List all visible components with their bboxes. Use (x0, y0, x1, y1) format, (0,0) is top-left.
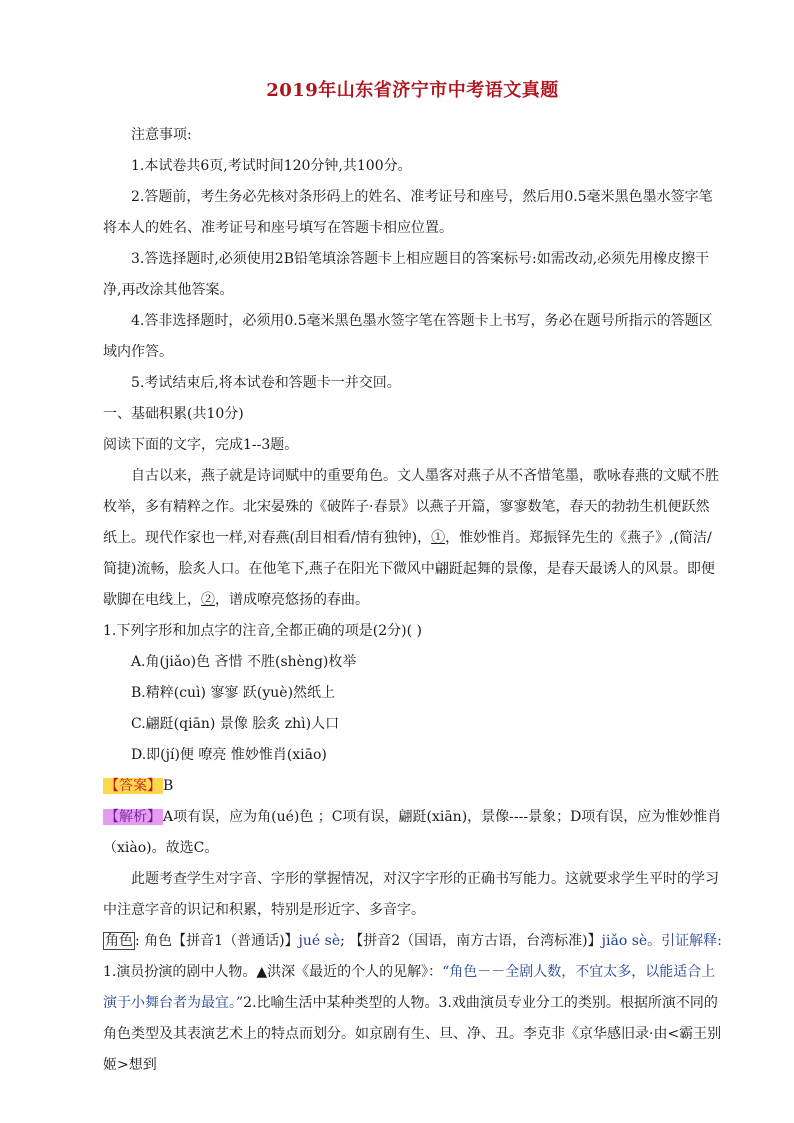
option-d: D.即(jí)便 嘹亮 惟妙惟肖(xiāo) (131, 747, 327, 763)
gloss-quote: “角色－－全剧人数，不宜太多，以能适合上演于小舞台者为最宜。” (103, 964, 716, 1011)
analysis-tag: 【解析】 (105, 809, 161, 825)
notice-item: 5.考试结束后,将本试卷和答题卡一并交回。 (131, 375, 401, 391)
blank-1: ① (431, 530, 446, 546)
gloss-definition (103, 957, 722, 1081)
gloss-entry (103, 926, 722, 957)
gloss-intro: : 角色【拼音1（普通话)】 (135, 933, 299, 949)
gloss-def-1: 1.演员扮演的剧中人物。▲洪深《最近的个人的见解》： (103, 964, 443, 980)
answer-tag: 【答案】 (105, 778, 161, 794)
gloss-term: 角色 (105, 933, 133, 949)
passage-text: ，谱成嘹亮悠扬的春曲。 (215, 592, 369, 608)
passage-text: 自古以来，燕子就是诗词赋中的重要角色。文人墨客对燕子从不吝惜笔墨，歌咏春燕的文赋不胜枚举，多有精粹之作。北宋晏殊的《破阵子·春景》以燕子开篇，寥寥数笔，春天的勃勃生机便跃然纸上。现代作家也一样,对春燕(刮目相看/情有独钟)， (103, 468, 719, 546)
reading-passage (103, 461, 722, 616)
question-stem: 1.下列字形和加点字的注音,全都正确的项是(2分)( ) (103, 623, 423, 639)
gloss-pinyin-1: jué sè (298, 933, 341, 949)
option-b: B.精粹(cuì) 寥寥 跃(yuè)然纸上 (131, 685, 336, 701)
section-heading: 一、基础积累(共10分) (103, 406, 244, 422)
answer-value: B (163, 778, 174, 794)
option-a: A.角(jiǎo)色 吝惜 不胜(shèng)枚举 (131, 654, 357, 670)
blank-2: ② (201, 592, 215, 608)
notice-item: 3.答选择题时,必须使用2B铅笔填涂答题卡上相应题目的答案标号:如需改动,必须先用橡皮擦干净,再改涂其他答案。 (103, 251, 710, 298)
option-c: C.翩跹(qiān) 景像 脍炙 zhì)人口 (131, 716, 340, 732)
passage-text: ，惟妙惟肖。郑振铎先生的《燕子》,(简洁/简捷)流畅，脍炙人口。在他笔下,燕子在阳光下微风中翩跹起舞的景像，是春天最诱人的风景。即便歇脚在电线上， (103, 530, 715, 608)
answer-line (103, 771, 722, 802)
analysis-text: A项有误，应为角(ué)色 ；C项有误，翩跹(xiān)，景像----景象；D项有误，应为惟妙惟肖（xiào)。故选C。 (103, 809, 722, 856)
gloss-mid: ; 【拼音2（国语，南方古语，台湾标准)】 (340, 933, 602, 949)
gloss-pinyin-2: jiǎo sè (601, 933, 648, 949)
notice-item: 2.答题前，考生务必先核对条形码上的姓名、准考证号和座号，然后用0.5毫米黑色墨水签字笔将本人的姓名、准考证号和座号填写在答题卡相应位置。 (103, 189, 713, 236)
analysis-comment: 此题考查学生对字音、字形的掌握情况，对汉字字形的正确书写能力。这就要求学生平时的学习中注意字音的识记和积累，特别是形近字、多音字。 (103, 871, 719, 918)
analysis-line (103, 802, 722, 864)
gloss-label: 。引证解释: (647, 933, 722, 949)
page-title: 2019年山东省济宁市中考语文真题 (266, 80, 559, 101)
notice-heading: 注意事项: (131, 127, 192, 143)
notice-item: 4.答非选择题时，必须用0.5毫米黑色墨水签字笔在答题卡上书写，务必在题号所指示的答题区域内作答。 (103, 313, 713, 360)
gloss-def-2: 2.比喻生活中某种类型的人物。3.戏曲演员专业分工的类别。根据所演不同的角色类型及其表演艺术上的特点而划分。如京剧有生、旦、净、丑。李克非《京华感旧录·由<霸王别姬>想到 (103, 995, 722, 1073)
section-instruction: 阅读下面的文字，完成1--3题。 (103, 437, 299, 453)
notice-item: 1.本试卷共6页,考试时间120分钟,共100分。 (131, 158, 412, 174)
